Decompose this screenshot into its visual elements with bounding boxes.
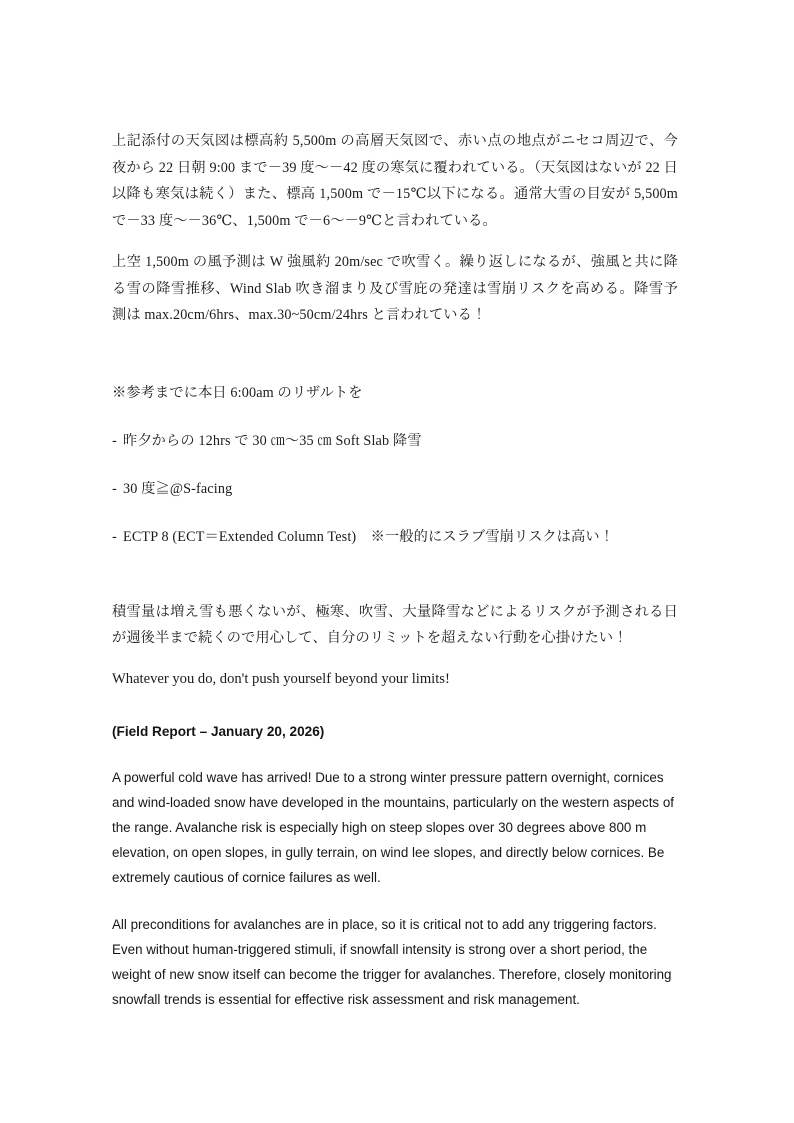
bullet-item-slope-angle	[112, 478, 678, 500]
bullet-dash-icon: -	[112, 528, 117, 545]
japanese-paragraph-1: 上記添付の天気図は標高約 5,500m の高層天気図で、赤い点の地点がニセコ周辺で、今夜から 22 日朝 9:00 まで－39 度～－42 度の寒気に覆われている。（天気図はないが 22 日以降も寒気は続く）また、標高 1,500m で－15℃以下になる。通常大雪の目安が 5,500m で－33 度～－36℃、1,500m で－6～－9℃と言われている。	[112, 133, 678, 229]
bullet-dash-icon: -	[112, 480, 117, 497]
bullet-list-spacer	[112, 417, 678, 430]
bullet-dash-icon: -	[112, 432, 117, 449]
document-content-column	[112, 128, 678, 1012]
bullet-gap-1	[112, 465, 678, 478]
reference-note-intro: ※参考までに本日 6:00am のリザルトを	[112, 384, 363, 401]
section-spacer-2	[112, 561, 678, 599]
japanese-paragraph-3: 積雪量は増え雪も悪くないが、極寒、吹雪、大量降雪などによるリスクが予測される日が週後半まで続くので用心して、自分のリミットを超えない行動を心掛けたい！	[112, 603, 678, 646]
bullet-item-label: 30 度≧@S-facing	[123, 480, 233, 497]
english-paragraph-1: A powerful cold wave has arrived! Due to a strong winter pressure pattern overnight, cornices and wind-loaded snow have developed in the mountains, particularly on the western aspects of the range. Avalanche risk is especially high on steep slopes over 30 degrees above 800 m elevation, on open slopes, in gully terrain, on wind lee slopes, and directly below cornices. Be extremely cautious of cornice failures as well.	[112, 769, 675, 886]
bullet-gap-2	[112, 513, 678, 526]
english-paragraph-spacer-2	[112, 891, 678, 912]
bullet-item-label: 昨夕からの 12hrs で 30 ㎝～35 ㎝ Soft Slab 降雪	[123, 432, 422, 449]
field-report-heading: (Field Report – January 20, 2026)	[112, 723, 325, 739]
english-paragraph-spacer-1	[112, 743, 678, 765]
bullet-item-snowfall	[112, 430, 678, 452]
section-spacer-1	[112, 344, 678, 382]
english-paragraph-2: All preconditions for avalanches are in place, so it is critical not to add any triggering factors. Even without human-triggered stimuli, if snowfall intensity is strong over a short period, the weight of new snow itself can become the trigger for avalanches. Therefore, closely monitoring snowfall trends is essential for effective risk assessment and risk management.	[112, 916, 672, 1008]
bullet-item-ectp-test	[112, 526, 678, 548]
heading-spacer	[112, 691, 678, 721]
japanese-paragraph-2: 上空 1,500m の風予測は W 強風約 20m/sec で吹雪く。繰り返しになるが、強風と共に降る雪の降雪推移、Wind Slab 吹き溜まり及び雪庇の発達は雪崩リスクを高める。降雪予測は max.20cm/6hrs、max.30~50cm/24hrs と言われている！	[112, 254, 678, 323]
closing-english-line: Whatever you do, don't push yourself beyond your limits!	[112, 670, 450, 687]
bullet-item-label: ECTP 8 (ECT＝Extended Column Test) ※一般的にスラブ雪崩リスクは高い！	[123, 528, 615, 545]
